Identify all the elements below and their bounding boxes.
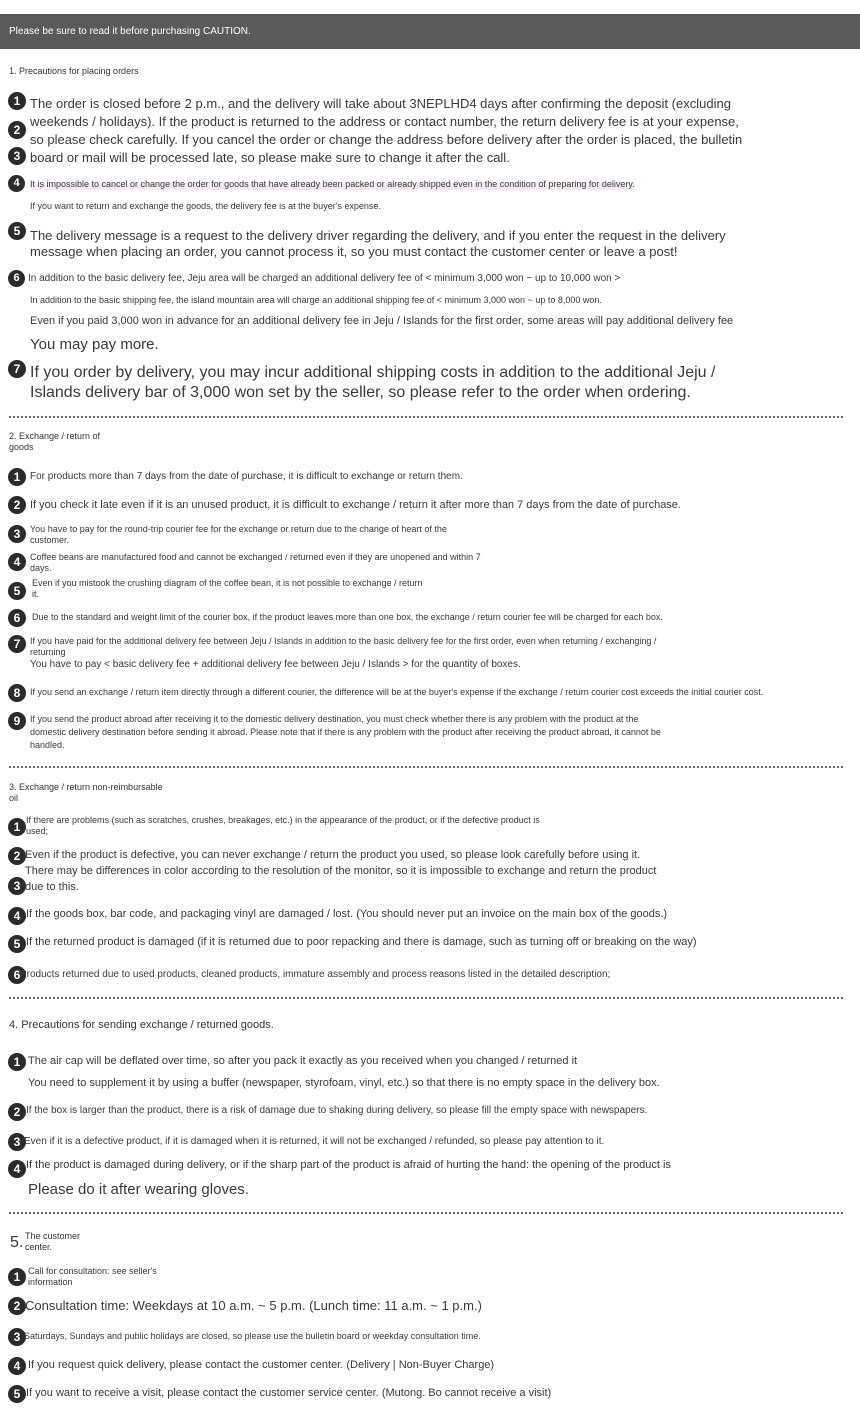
number-badge: 2: [8, 847, 26, 865]
s4-line: If the product is damaged during delivery, or if the sharp part of the product is afraid of hurting the hand: the opening of the product is: [26, 1159, 671, 1171]
s1-line: Islands delivery bar of 3,000 won set by the seller, so please refer to the order when ordering.: [30, 384, 691, 401]
number-badge: 5: [8, 222, 26, 240]
s4-line: Please do it after wearing gloves.: [28, 1181, 249, 1198]
s3-line: used;: [26, 826, 49, 836]
s2-line: If you send an exchange / return item directly through a different courier, the difference will be at the buyer's expense if the exchange / return courier cost exceeds the initial courier cost.: [30, 687, 764, 697]
s2-line: returning: [30, 647, 66, 657]
s4-line: Even if it is a defective product, if it is damaged when it is returned, it will not be exchanged / refunded, so please pay attention to it.: [24, 1136, 605, 1147]
number-badge: 5: [8, 582, 26, 600]
s3-line: Even if the product is defective, you can never exchange / return the product you used, so please look carefully before using it.: [25, 849, 641, 861]
s1-line: If you order by delivery, you may incur additional shipping costs in addition to the additional Jeju /: [30, 364, 716, 381]
s2-line: it.: [32, 589, 40, 599]
s1-line: In addition to the basic delivery fee, Jeju area will be charged an additional delivery fee of < minimum 3,000 won ~ up to 10,000 won >: [28, 273, 621, 284]
s1-line: The order is closed before 2 p.m., and the delivery will take about 3NEPLHD4 days after confirming the deposit (excluding: [30, 96, 731, 111]
section-3-title: 3. Exchange / return non-reimbursable: [9, 782, 163, 792]
s2-line: Even if you mistook the crushing diagram of the coffee bean, it is not possible to exchange / return: [32, 578, 423, 588]
s1-line: weekends / holidays). If the product is returned to the address or contact number, the return delivery fee is at your expense,: [30, 114, 739, 129]
s5-line: If you want to receive a visit, please contact the customer service center. (Mutong. Bo cannot receive a visit): [26, 1387, 552, 1399]
section-2-title: 2. Exchange / return of: [9, 431, 101, 441]
s3-line: Products returned due to used products, cleaned products, immature assembly and process reasons listed in the detailed description;: [20, 969, 611, 980]
section-5-title: The customer: [25, 1231, 81, 1241]
number-badge: 3: [8, 525, 26, 543]
s1-line: so please check carefully. If you cancel the order or change the address before delivery after the order is placed, the bulletin: [30, 132, 743, 147]
number-badge: 1: [8, 818, 26, 836]
s1-line: message when placing an order, you cannot process it, so you must contact the customer center or leave a post!: [30, 244, 678, 259]
section-2-title-cont: goods: [9, 442, 34, 452]
number-badge: 6: [8, 966, 26, 984]
s4-line: The air cap will be deflated over time, so after you pack it exactly as you received when you changed / returned it: [28, 1055, 578, 1067]
s4-line: You need to supplement it by using a buffer (newspaper, styrofoam, vinyl, etc.) so that there is no empty space in the delivery box.: [28, 1077, 660, 1089]
number-badge: 4: [8, 907, 26, 925]
s5-line: information: [28, 1277, 73, 1287]
s5-line: Call for consultation: see seller's: [28, 1266, 157, 1276]
s5-line: If you request quick delivery, please contact the customer center. (Delivery | Non-Buyer Charge): [28, 1359, 495, 1371]
s1-line: In addition to the basic shipping fee, the island mountain area will charge an additional shipping fee of < minimum 3,000 won ~ up to 8,000 won.: [30, 295, 602, 305]
section-5-title-cont: center.: [25, 1242, 53, 1252]
number-badge: 7: [8, 360, 26, 378]
dotted-divider: [9, 416, 843, 418]
s3-line: due to this.: [25, 881, 79, 893]
s1-line: If you want to return and exchange the goods, the delivery fee is at the buyer's expense.: [30, 201, 381, 211]
s2-line: handled.: [30, 740, 65, 750]
s2-line: Due to the standard and weight limit of the courier box, if the product leaves more than one box, the exchange / return courier fee will be charged for each box.: [32, 612, 663, 622]
s2-line: You have to pay for the round-trip courier fee for the exchange or return due to the change of heart of the: [30, 524, 447, 534]
number-badge: 2: [8, 1297, 26, 1315]
number-badge: 1: [8, 468, 26, 486]
section-5-number: 5.: [10, 1234, 24, 1251]
s5-line: Consultation time: Weekdays at 10 a.m. ~ 5 p.m. (Lunch time: 11 a.m. ~ 1 p.m.): [25, 1298, 482, 1313]
s3-line: If the goods box, bar code, and packaging vinyl are damaged / lost. (You should never put an invoice on the main box of the goods.): [26, 908, 668, 920]
number-badge: 2: [8, 1103, 26, 1121]
s2-line: Coffee beans are manufactured food and cannot be exchanged / returned even if they are unopened and within 7: [30, 552, 481, 562]
number-badge: 7: [8, 635, 26, 653]
number-badge: 6: [8, 270, 25, 287]
s2-line: You have to pay < basic delivery fee + additional delivery fee between Jeju / Islands > for the quantity of boxes.: [30, 659, 521, 670]
number-badge: 4: [8, 1160, 26, 1178]
number-badge: 1: [8, 1268, 26, 1286]
number-badge: 3: [8, 1328, 26, 1346]
number-badge: 3: [8, 1133, 26, 1151]
number-badge: 2: [8, 496, 26, 514]
number-badge: 6: [8, 609, 26, 627]
section-3-title-cont: oil: [9, 793, 19, 803]
number-badge: 4: [8, 1357, 26, 1375]
s3-line: There may be differences in color according to the resolution of the monitor, so it is impossible to exchange and return the product: [25, 865, 657, 877]
s1-line: You may pay more.: [30, 336, 159, 353]
s2-line: For products more than 7 days from the date of purchase, it is difficult to exchange or return them.: [30, 471, 463, 482]
s2-line: customer.: [30, 535, 70, 545]
number-badge: 1: [8, 1053, 26, 1071]
s1-line: The delivery message is a request to the delivery driver regarding the delivery, and if you enter the request in the delivery: [30, 228, 726, 243]
caution-banner: [0, 14, 860, 49]
s3-line: If the returned product is damaged (if it is returned due to poor repacking and there is damage, such as turning off or breaking on the way): [26, 936, 697, 948]
number-badge: 2: [8, 121, 26, 139]
s1-line: It is impossible to cancel or change the order for goods that have already been packed or already shipped even in the condition of preparing for delivery.: [30, 179, 635, 189]
number-badge: 4: [8, 175, 25, 192]
banner-text: Please be sure to read it before purchasing CAUTION.: [9, 26, 251, 37]
number-badge: 5: [8, 935, 26, 953]
s2-line: days.: [30, 563, 52, 573]
section-1-title: 1. Precautions for placing orders: [9, 66, 139, 76]
dotted-divider: [9, 766, 843, 768]
s2-line: If you have paid for the additional delivery fee between Jeju / Islands in addition to the basic delivery fee for the first order, even when returning / exchanging /: [30, 636, 657, 646]
dotted-divider: [9, 997, 843, 999]
section-4-title: 4. Precautions for sending exchange / returned goods.: [9, 1019, 274, 1031]
s2-line: If you check it late even if it is an unused product, it is difficult to exchange / return it after more than 7 days from the date of purchase.: [30, 499, 681, 511]
s1-line: Even if you paid 3,000 won in advance for an additional delivery fee in Jeju / Islands for the first order, some areas will pay additional delivery fee: [30, 315, 734, 327]
number-badge: 3: [8, 877, 26, 895]
dotted-divider: [9, 1212, 843, 1214]
number-badge: 1: [8, 92, 26, 110]
s2-line: If you send the product abroad after receiving it to the domestic delivery destination, you must check whether there is any problem with the product at the: [30, 714, 639, 724]
s3-line: If there are problems (such as scratches, crushes, breakages, etc.) in the appearance of the product, or if the defective product is: [26, 815, 540, 825]
number-badge: 4: [8, 553, 26, 571]
s5-line: Saturdays, Sundays and public holidays are closed, so please use the bulletin board or weekday consultation time.: [24, 1331, 481, 1341]
number-badge: 8: [8, 684, 26, 702]
s4-line: If the box is larger than the product, there is a risk of damage due to shaking during delivery, so please fill the empty space with newspapers.: [26, 1105, 648, 1116]
number-badge: 3: [8, 147, 26, 165]
s2-line: domestic delivery destination before sending it abroad. Please note that if there is any problem with the product after receiving the product abroad, it cannot be: [30, 727, 661, 737]
number-badge: 5: [8, 1385, 26, 1403]
s1-line: board or mail will be processed late, so please make sure to change it after the call.: [30, 150, 510, 165]
number-badge: 9: [8, 712, 26, 730]
